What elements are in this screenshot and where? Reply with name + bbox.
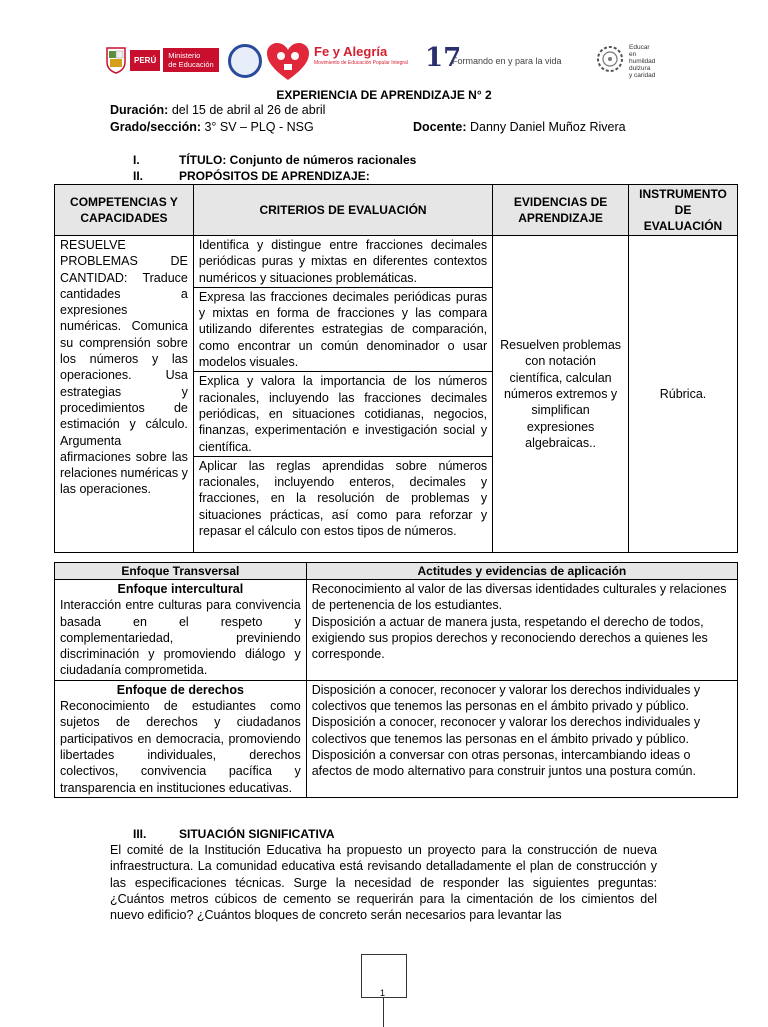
ministry-label: Ministerio de Educación: [163, 48, 218, 72]
section-1-title: TÍTULO: Conjunto de números racionales: [179, 153, 417, 167]
criteria-item: Aplicar las reglas aprendidas sobre números racionales, incluyendo enteros, decimales y fracciones, en la resolución de problemas y situaciones prácticas, así como para reforzar y repasar el cálculo con estos tipos de números.: [193, 456, 492, 552]
criteria-item: Explica y valora la importancia de los números racionales, incluyendo las fracciones decimales periódicas, en situaciones cotidianas, negocios, finanzas, experimentación e investigación social y científica.: [193, 372, 492, 456]
grade-value: 3° SV – PLQ - NSG: [204, 120, 314, 134]
duration-line: [110, 103, 325, 117]
approach-name: Enfoque intercultural: [117, 582, 244, 596]
school-seal-logo: [228, 44, 262, 78]
attitude-item: Disposición a conversar con otras personas, intercambiando ideas o afectos de modo alternativo para construir juntos una postura común.: [311, 747, 696, 779]
header-evidence: EVIDENCIAS DE APRENDIZAJE: [493, 185, 629, 236]
header-criteria: CRITERIOS DE EVALUACIÓN: [193, 185, 492, 236]
evidence-cell: Resuelven problemas con notación científica, calculan números extremos y simplifican expresiones algebraicas..: [493, 236, 629, 553]
peru-label: PERÚ: [130, 50, 160, 71]
anniversary-tagline: Formando en y para la vida: [452, 56, 562, 66]
attitudes-cell: [306, 580, 737, 681]
approach-name: Enfoque de derechos: [116, 682, 244, 697]
approach-cell: [55, 580, 307, 681]
situation-paragraph: El comité de la Institución Educativa ha propuesto un proyecto para la construcción de nueva infraestructura. La comunidad educativa está revisando detalladamente el plan de construcción y las especificaciones técnicas. Surge la necesidad de responder las siguientes preguntas: ¿Cuántos metros cúbicos de cemento se requerirán para la cimentación de los cimientos del nuevo edificio? ¿Cuántos bloques de concreto serán necesarios para levantar las: [110, 843, 657, 923]
gear-seal-icon: [595, 44, 625, 74]
grade-line: [110, 120, 314, 134]
motto-text: Educar en humildad dulzura y caridad: [629, 44, 656, 79]
attitude-item: Reconocimiento al valor de las diversas identidades culturales y relaciones de pertenencia de los estudiantes.: [311, 582, 727, 613]
criteria-item: Identifica y distingue entre fracciones decimales periódicas puras y mixtas en diferentes contextos numéricos y situaciones problemáticas.: [193, 236, 492, 288]
attitudes-cell: [306, 680, 737, 797]
page-number: 1: [380, 988, 386, 998]
approach-description: Interacción entre culturas para convivencia basada en el respeto y complementariedad, previniendo discriminación y promoviendo diálogo y ciudadanía comprometida.: [60, 598, 301, 678]
fya-title: Fe y Alegría: [314, 44, 388, 59]
section-1-number: I.: [133, 153, 140, 167]
attitude-item: Disposición a conocer, reconocer y valorar los derechos individuales y colectivos que tenemos las personas en el ámbito privado y público.: [311, 715, 701, 746]
competency-cell: RESUELVE PROBLEMAS DE CANTIDAD: Traduce cantidades a expresiones numéricas. Comunica su comprensión sobre los números y las operaciones. Usa estrategias y procedimientos de estimación y cálculo. Argumenta afirmaciones sobre las relaciones numéricas y las operaciones.: [55, 236, 194, 553]
teacher-value: Danny Daniel Muñoz Rivera: [469, 120, 626, 134]
attitude-item: Disposición a conocer, reconocer y valorar los derechos individuales y colectivos que tenemos las personas en el ámbito privado y público.: [311, 682, 701, 714]
minedu-logo: [105, 46, 219, 74]
header-logos: [105, 38, 665, 86]
section-3-number: III.: [133, 827, 147, 841]
approach-cell: [55, 680, 307, 797]
purposes-table: [54, 184, 738, 553]
duration-label: Duración:: [110, 103, 169, 117]
fya-heart-icon: [265, 42, 311, 82]
peru-shield-icon: [105, 46, 127, 74]
section-3-title: SITUACIÓN SIGNIFICATIVA: [179, 827, 335, 841]
section-2-number: II.: [133, 169, 144, 183]
approach-description: Reconocimiento de estudiantes como sujetos de derechos y ciudadanos participativos en democracia, promoviendo libertades individuales, derechos colectivos, convivencia pacífica y transparencia en instituciones educativas.: [60, 699, 301, 795]
header-approach: Enfoque Transversal: [55, 563, 307, 580]
approach-table: [54, 562, 738, 798]
approach-row: [55, 680, 738, 797]
anniversary-number: 17: [425, 43, 462, 73]
fya-subtitle: Movimiento de Educación Popular Integral: [314, 60, 408, 66]
teacher-label: Docente:: [413, 120, 467, 134]
header-attitudes: Actitudes y evidencias de aplicación: [306, 563, 737, 580]
attitude-item: Disposición a actuar de manera justa, respetando el derecho de todos, exigiendo sus propios derechos y reconociendo derechos a quienes les corresponde.: [311, 614, 708, 662]
criteria-item: Expresa las fracciones decimales periódicas puras y mixtas en forma de fracciones y las compara utilizando diferentes estrategias de comparación, como encontrar un común denominador o usar modelos visuales.: [193, 287, 492, 371]
document-title: EXPERIENCIA DE APRENDIZAJE N° 2: [276, 88, 492, 102]
section-2-title: PROPÓSITOS DE APRENDIZAJE:: [179, 169, 370, 183]
approach-row: [55, 580, 738, 681]
duration-value: del 15 de abril al 26 de abril: [171, 103, 326, 117]
instrument-cell: Rúbrica.: [629, 236, 738, 553]
grade-label: Grado/sección:: [110, 120, 201, 134]
header-instrument: INSTRUMENTO DE EVALUACIÓN: [629, 185, 738, 236]
header-competencies: COMPETENCIAS Y CAPACIDADES: [55, 185, 194, 236]
teacher-line: [413, 120, 626, 134]
